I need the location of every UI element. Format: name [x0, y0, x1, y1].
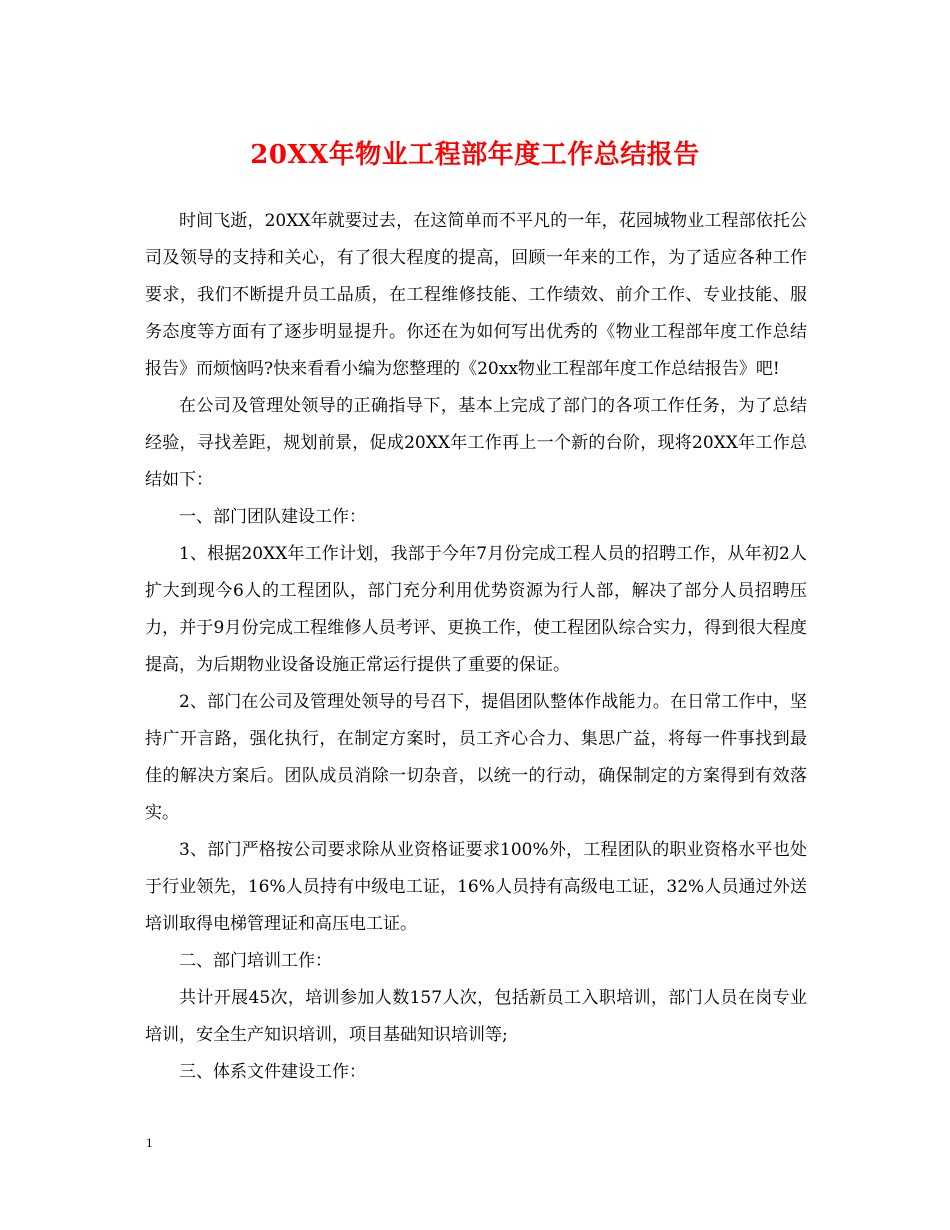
section-heading-system-docs: 三、体系文件建设工作： — [179, 1062, 366, 1082]
paragraph-team-1: 1、根据20XX年工作计划，我部于今年7月份完成工程人员的招聘工作，从年初2人扩大到现今6人的工程团队，部门充分利用优势资源为行人部，解决了部分人员招聘压力，并于9月份完成工程维修人员考评、更换工作，使工程团队综合实力，得到很大程度提高，为后期物业设备设施正常运行提供了重要的保证。 — [145, 544, 807, 675]
paragraph-intro: 时间飞逝，20XX年就要过去，在这简单而不平凡的一年，花园城物业工程部依托公司及领导的支持和关心，有了很大程度的提高，回顾一年来的工作，为了适应各种工作要求，我们不断提升员工品质，在工程维修技能、工作绩效、前介工作、专业技能、服务态度等方面有了逐步明显提升。你还在为如何写出优秀的《物业工程部年度工作总结报告》而烦恼吗?快来看看小编为您整理的《20xx物业工程部年度工作总结报告》吧! — [145, 211, 807, 379]
paragraph-team-2: 2、部门在公司及管理处领导的号召下，提倡团队整体作战能力。在日常工作中，坚持广开言路，强化执行，在制定方案时，员工齐心合力、集思广益，将每一件事找到最佳的解决方案后。团队成员消除一切杂音，以统一的行动，确保制定的方案得到有效落实。 — [145, 692, 807, 823]
section-heading-team: 一、部门团队建设工作： — [179, 507, 366, 527]
document-body — [145, 203, 807, 1091]
paragraph-summary-intro: 在公司及管理处领导的正确指导下，基本上完成了部门的各项工作任务，为了总结经验，寻找差距，规划前景，促成20XX年工作再上一个新的台阶，现将20XX年工作总结如下： — [145, 396, 807, 490]
page-number: 1 — [146, 1135, 153, 1150]
document-title: 20XX年物业工程部年度工作总结报告 — [250, 140, 700, 170]
paragraph-training: 共计开展45次，培训参加人数157人次，包括新员工入职培训，部门人员在岗专业培训，安全生产知识培训，项目基础知识培训等; — [145, 988, 807, 1045]
section-heading-training: 二、部门培训工作： — [179, 951, 332, 971]
paragraph-team-3: 3、部门严格按公司要求除从业资格证要求100%外，工程团队的职业资格水平也处于行业领先，16%人员持有中级电工证，16%人员持有高级电工证，32%人员通过外送培训取得电梯管理证和高压电工证。 — [145, 840, 807, 934]
